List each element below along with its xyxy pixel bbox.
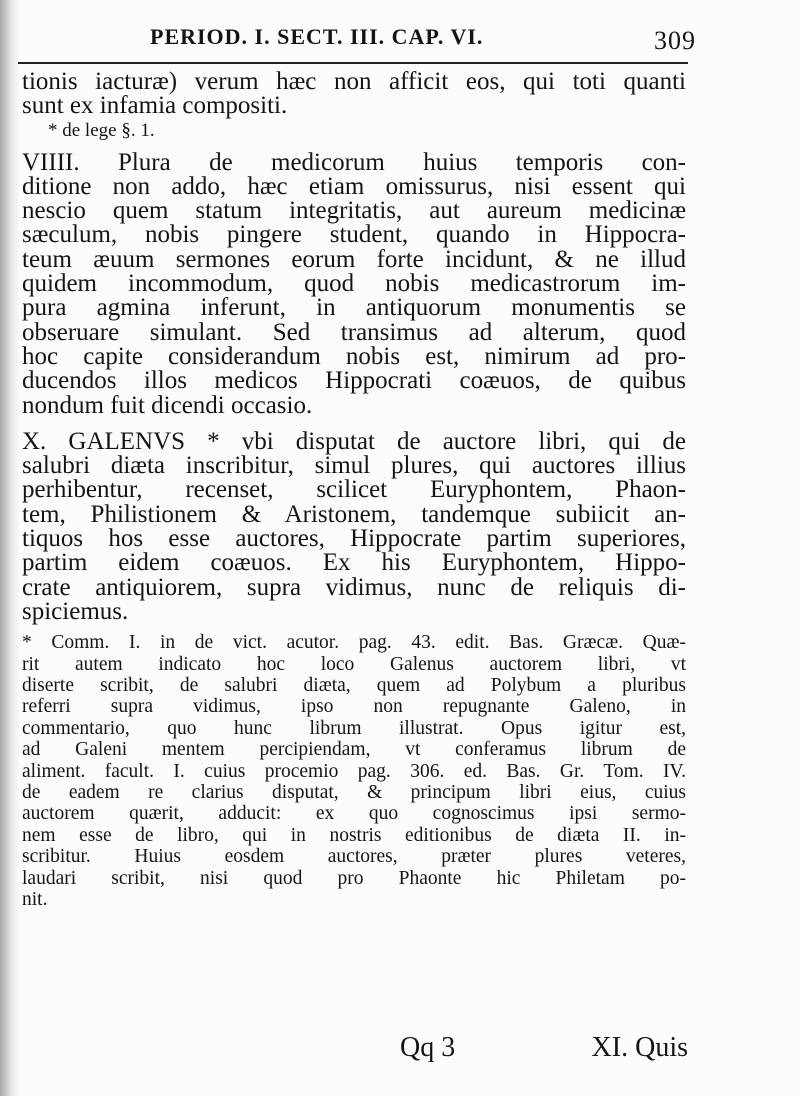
line-text: VIIII. Plura de medicorum huius temporis con- (22, 148, 686, 176)
footnote-line (22, 846, 690, 867)
line-text: * de lege §. 1. (48, 119, 155, 141)
text-line (22, 199, 690, 223)
text-line (22, 223, 690, 247)
text-line (22, 296, 690, 320)
spine-shadow (0, 0, 20, 1096)
footnote-line (22, 825, 690, 846)
line-text: diserte scribit, de salubri diæta, quem ad Polybum a pluribus (22, 675, 686, 697)
line-text: spiciemus. (22, 597, 129, 625)
footnote-line (22, 654, 690, 675)
text-line (22, 172, 690, 200)
footnote-line (22, 803, 690, 824)
line-text: ad Galeni mentem percipiendam, vt conferamus librum de (22, 739, 686, 761)
catchword: XI. Quis (591, 1032, 688, 1063)
text-line (22, 478, 690, 502)
line-text: hoc capite considerandum nobis est, nimirum ad pro- (22, 342, 686, 370)
footer-catchline (400, 1032, 688, 1066)
line-text: nondum fuit dicendi occasio. (22, 391, 313, 419)
text-line (22, 94, 690, 118)
text-line (22, 527, 690, 551)
line-text: * Comm. I. in de vict. acutor. pag. 43. edit. Bas. Græcæ. Quæ- (22, 632, 686, 654)
footnote-line (22, 761, 690, 782)
text-line (22, 70, 690, 94)
text-line (22, 500, 690, 528)
text-line (22, 391, 690, 419)
line-text: pura agmina inferunt, in antiquorum monumentis se (22, 294, 686, 322)
line-text: sunt ex infamia compositi. (22, 92, 288, 120)
body-text (22, 70, 690, 910)
text-line (22, 148, 690, 176)
running-head: PERIOD. I. SECT. III. CAP. VI. (150, 24, 484, 49)
line-text: tem, Philistionem & Aristonem, tandemque subiicit an- (22, 500, 686, 528)
line-text: scribitur. Huius eosdem auctores, præter plures veteres, (22, 846, 686, 868)
text-line (22, 272, 690, 296)
paragraph-gap (22, 624, 690, 632)
line-text: ducendos illos medicos Hippocrati coæuos, de quibus (22, 367, 686, 395)
line-text: sæculum, nobis pingere student, quando in Hippocra- (22, 221, 686, 249)
line-text: auctorem quærit, adducit: ex quo cognoscimus ipsi sermo- (22, 803, 686, 825)
text-line (22, 597, 690, 625)
line-text: partim eidem coæuos. Ex his Euryphontem, Hippo- (22, 549, 686, 577)
footnote-line (22, 632, 690, 653)
text-line (22, 342, 690, 370)
footnote-line (22, 782, 690, 803)
line-text: teum æuum sermones eorum forte incidunt, & ne illud (22, 245, 686, 273)
line-text: ditione non addo, hæc etiam omissurus, nisi essent qui (22, 172, 686, 200)
text-line (22, 119, 690, 143)
line-text: tiquos hos esse auctores, Hippocrate partim superiores, (22, 525, 686, 553)
line-text: rit autem indicato hoc loco Galenus auctorem libri, vt (22, 653, 686, 675)
footnote-line (22, 739, 690, 760)
line-text: referri supra vidimus, ipso non repugnante Galeno, in (22, 696, 686, 718)
line-text: quidem incommodum, quod nobis medicastrorum im- (22, 270, 686, 298)
footnote-line (22, 889, 690, 910)
line-text: de eadem re clarius disputat, & principum libri eius, cuius (22, 781, 686, 803)
line-text: nescio quem statum integritatis, aut aureum medicinæ (22, 197, 686, 225)
line-text: nit. (22, 888, 48, 910)
footnote-line (22, 718, 690, 739)
line-text: commentario, quo hunc librum illustrat. Opus igitur est, (22, 717, 686, 739)
line-text: X. GALENVS * vbi disputat de auctore libri, qui de (22, 427, 686, 455)
footnote-line (22, 696, 690, 717)
text-line (22, 245, 690, 273)
text-line (22, 318, 690, 346)
text-line (22, 573, 690, 601)
footnote-line (22, 868, 690, 889)
line-text: nem esse de libro, qui in nostris editionibus de diæta II. in- (22, 824, 686, 846)
line-text: crate antiquiorem, supra vidimus, nunc de reliquis di- (22, 573, 686, 601)
text-line (22, 551, 690, 575)
line-text: salubri diæta inscribitur, simul plures, qui auctores illius (22, 452, 686, 480)
line-text: tionis iacturæ) verum hæc non afficit eos, qui toti quanti (22, 68, 686, 95)
line-text: obseruare simulant. Sed transimus ad alterum, quod (22, 318, 686, 346)
text-line (22, 427, 690, 455)
line-text: perhibentur, recenset, scilicet Euryphontem, Phaon- (22, 476, 686, 504)
text-line (22, 369, 690, 393)
line-text: laudari scribit, nisi quod pro Phaonte hic Philetam po- (22, 867, 686, 889)
page-header (150, 24, 696, 55)
header-rule (18, 62, 688, 64)
page-number: 309 (654, 26, 696, 55)
line-text: aliment. facult. I. cuius procemio pag. 306. ed. Bas. Gr. Tom. IV. (22, 760, 686, 782)
footnote-line (22, 675, 690, 696)
signature-mark: Qq 3 (400, 1032, 456, 1063)
text-line (22, 454, 690, 478)
